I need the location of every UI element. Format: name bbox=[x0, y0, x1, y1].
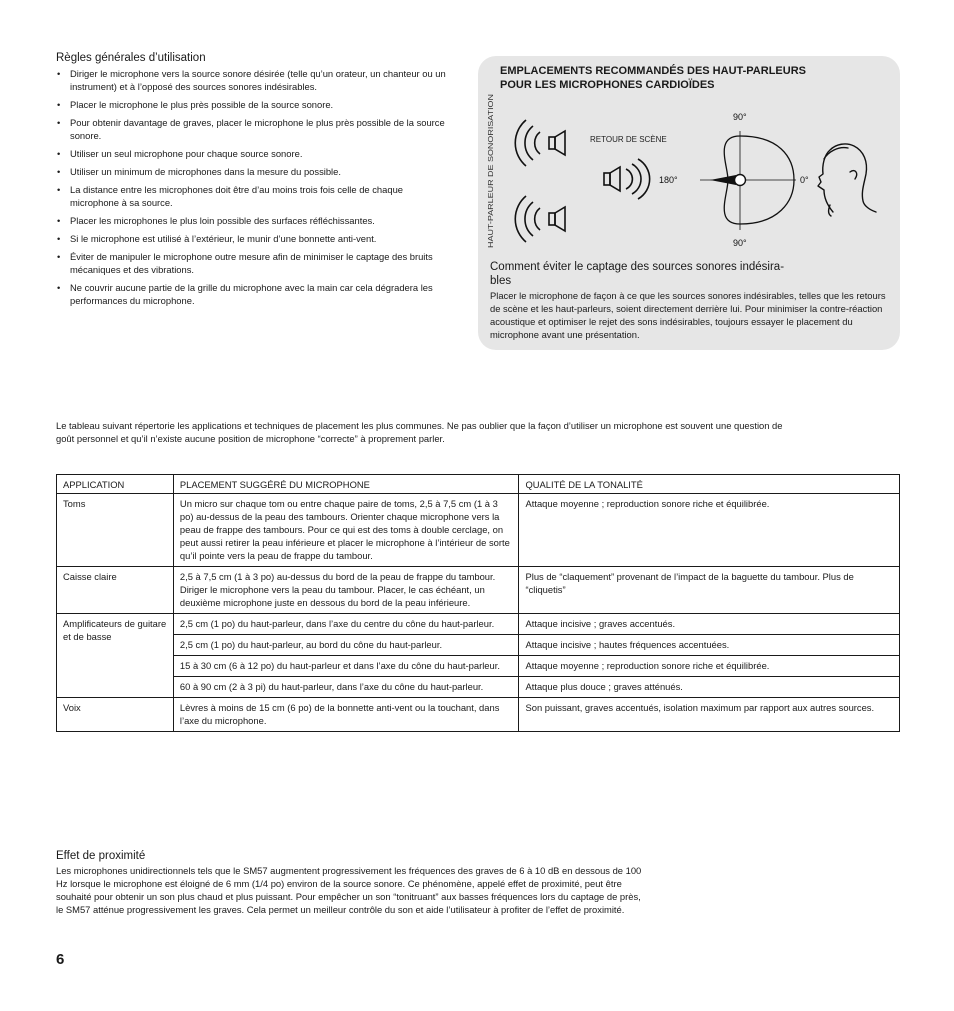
page-number: 6 bbox=[56, 951, 65, 968]
placement-cell: 2,5 cm (1 po) du haut-parleur, au bord du cône du haut-parleur. bbox=[173, 635, 519, 656]
table-intro: Le tableau suivant répertorie les applications et techniques de placement les plus communes. Ne pas oublier que la façon d’utiliser un microphone est souvent une question de goût personnel et qu’il n’existe aucune position de microphone “correcte” à proprement parler. bbox=[56, 420, 783, 444]
proximity-heading: Effet de proximité bbox=[56, 850, 146, 862]
rule-item: • La distance entre les microphones doit être d’au moins trois fois celle de chaque microphone à sa source. bbox=[56, 183, 451, 209]
column-header: PLACEMENT SUGGÉRÉ DU MICROPHONE bbox=[173, 475, 519, 494]
pa-speaker-icon bbox=[515, 120, 565, 166]
table-row bbox=[57, 614, 900, 635]
table-row bbox=[57, 494, 900, 567]
rule-item: • Pour obtenir davantage de graves, placer le microphone le plus près possible de la source sonore. bbox=[56, 116, 451, 142]
placement-cell: 2,5 cm (1 po) du haut-parleur, dans l’axe du centre du cône du haut-parleur. bbox=[173, 614, 519, 635]
avoid-feedback-text: Placer le microphone de façon à ce que les sources sonores indésirables, telles que les retours de scène et les haut-parleurs, soient directement derrière lui. Pour minimiser la contre-réaction acoustique et optimiser le rejet des sons indésirables, toujours essayer le placement du microphone avant une présentation. bbox=[490, 290, 886, 340]
usage-rules-section bbox=[56, 52, 451, 312]
quality-cell: Attaque incisive ; hautes fréquences accentuées. bbox=[519, 635, 900, 656]
column-header: QUALITÉ DE LA TONALITÉ bbox=[519, 475, 900, 494]
quality-cell: Attaque incisive ; graves accentués. bbox=[519, 614, 900, 635]
table-header-row bbox=[57, 475, 900, 494]
usage-rules-list bbox=[56, 67, 451, 307]
placement-cell: Lèvres à moins de 15 cm (6 po) de la bonnette anti-vent ou la touchant, dans l’axe du microphone. bbox=[173, 698, 519, 732]
quality-cell: Attaque moyenne ; reproduction sonore riche et équilibrée. bbox=[519, 656, 900, 677]
application-cell: Caisse claire bbox=[57, 567, 174, 614]
application-cell: Toms bbox=[57, 494, 174, 567]
quality-cell: Plus de “claquement” provenant de l’impact de la baguette du tambour. Plus de “cliquetis” bbox=[519, 567, 900, 614]
placement-cell: Un micro sur chaque tom ou entre chaque paire de toms, 2,5 à 7,5 cm (1 à 3 po) au-dessus de la peau des tambours. Orienter chaque microphone vers la peau de frappe des tambours. Pour ce qui est des toms à double cerclage, on peut aussi retirer la peau inférieure et placer le microphone à l’intérieur de sorte qu’il pointe vers la peau de frappe du tambour. bbox=[173, 494, 519, 567]
applications-table bbox=[56, 474, 900, 732]
rule-item: • Si le microphone est utilisé à l’extérieur, le munir d’une bonnette anti-vent. bbox=[56, 232, 451, 245]
avoid-title-line-2: bles bbox=[490, 275, 512, 287]
placement-cell: 60 à 90 cm (2 à 3 pi) du haut-parleur, dans l’axe du cône du haut-parleur. bbox=[173, 677, 519, 698]
rule-item: • Ne couvrir aucune partie de la grille du microphone avec la main car cela dégradera les performances du microphone. bbox=[56, 281, 451, 307]
table-row bbox=[57, 656, 900, 677]
application-cell: Amplificateurs de guitare et de basse bbox=[57, 614, 174, 698]
table-row bbox=[57, 677, 900, 698]
quality-cell: Attaque moyenne ; reproduction sonore riche et équilibrée. bbox=[519, 494, 900, 567]
rule-item: • Placer les microphones le plus loin possible des surfaces réfléchissantes. bbox=[56, 214, 451, 227]
angle-label-bottom: 90° bbox=[733, 238, 747, 248]
usage-rules-heading: Règles générales d’utilisation bbox=[56, 52, 206, 64]
avoid-feedback-title bbox=[490, 260, 890, 288]
table-row bbox=[57, 635, 900, 656]
title-line-2: POUR LES MICROPHONES CARDIOÏDES bbox=[500, 79, 715, 91]
stage-monitor-icon bbox=[604, 159, 650, 199]
rule-item: • Diriger le microphone vers la source sonore désirée (telle qu’un orateur, un chanteur ou un instrument) et à l’opposé des sources sonores indésirables. bbox=[56, 67, 451, 93]
singer-head-icon bbox=[818, 144, 876, 216]
speaker-placement-box bbox=[478, 56, 900, 350]
application-cell: Voix bbox=[57, 698, 174, 732]
placement-cell: 15 à 30 cm (6 à 12 po) du haut-parleur et dans l’axe du cône du haut-parleur. bbox=[173, 656, 519, 677]
angle-label-top: 90° bbox=[733, 112, 747, 122]
angle-label-left: 180° bbox=[659, 175, 678, 185]
angle-label-right: 0° bbox=[800, 175, 809, 185]
proximity-section bbox=[56, 850, 646, 916]
column-header: APPLICATION bbox=[57, 475, 174, 494]
title-line-1: EMPLACEMENTS RECOMMANDÉS DES HAUT-PARLEURS bbox=[500, 65, 806, 77]
rule-item: • Utiliser un minimum de microphones dans la mesure du possible. bbox=[56, 165, 451, 178]
proximity-text: Les microphones unidirectionnels tels que le SM57 augmentent progressivement les fréquences des graves de 6 à 10 dB en dessous de 100 Hz lorsque le microphone est éloigné de 6 mm (1/4 po) environ de la source sonore. Ce phénomène, appelé effet de proximité, peut être souhaité pour obtenir un son plus chaud et plus puissant. Pour empêcher un son “tonitruant” aux basses fréquences lors du captage de près, le SM57 atténue progressivement les graves. Cela permet un meilleur contrôle du son et aide l’utilisateur à profiter de l’effet de proximité. bbox=[56, 865, 642, 915]
pa-speaker-icon bbox=[515, 196, 565, 242]
rule-item: • Placer le microphone le plus près possible de la source sonore. bbox=[56, 98, 451, 111]
quality-cell: Son puissant, graves accentués, isolation maximum par rapport aux autres sources. bbox=[519, 698, 900, 732]
placement-cell: 2,5 à 7,5 cm (1 à 3 po) au-dessus du bord de la peau de frappe du tambour. Diriger le microphone vers la peau du tambour. Placer, le cas échéant, un deuxième microphone juste en dessous du bord de la peau inférieure. bbox=[173, 567, 519, 614]
cardioid-diagram bbox=[478, 56, 900, 261]
table-row bbox=[57, 567, 900, 614]
rule-item: • Éviter de manipuler le microphone outre mesure afin de minimiser le captage des bruits mécaniques et des vibrations. bbox=[56, 250, 451, 276]
monitor-label: RETOUR DE SCÈNE bbox=[590, 135, 667, 144]
avoid-title-line-1: Comment éviter le captage des sources sonores indésira- bbox=[490, 261, 785, 273]
table-row bbox=[57, 698, 900, 732]
side-label: HAUT-PARLEUR DE SONORISATION bbox=[486, 119, 495, 248]
rule-item: • Utiliser un seul microphone pour chaque source sonore. bbox=[56, 147, 451, 160]
quality-cell: Attaque plus douce ; graves atténués. bbox=[519, 677, 900, 698]
